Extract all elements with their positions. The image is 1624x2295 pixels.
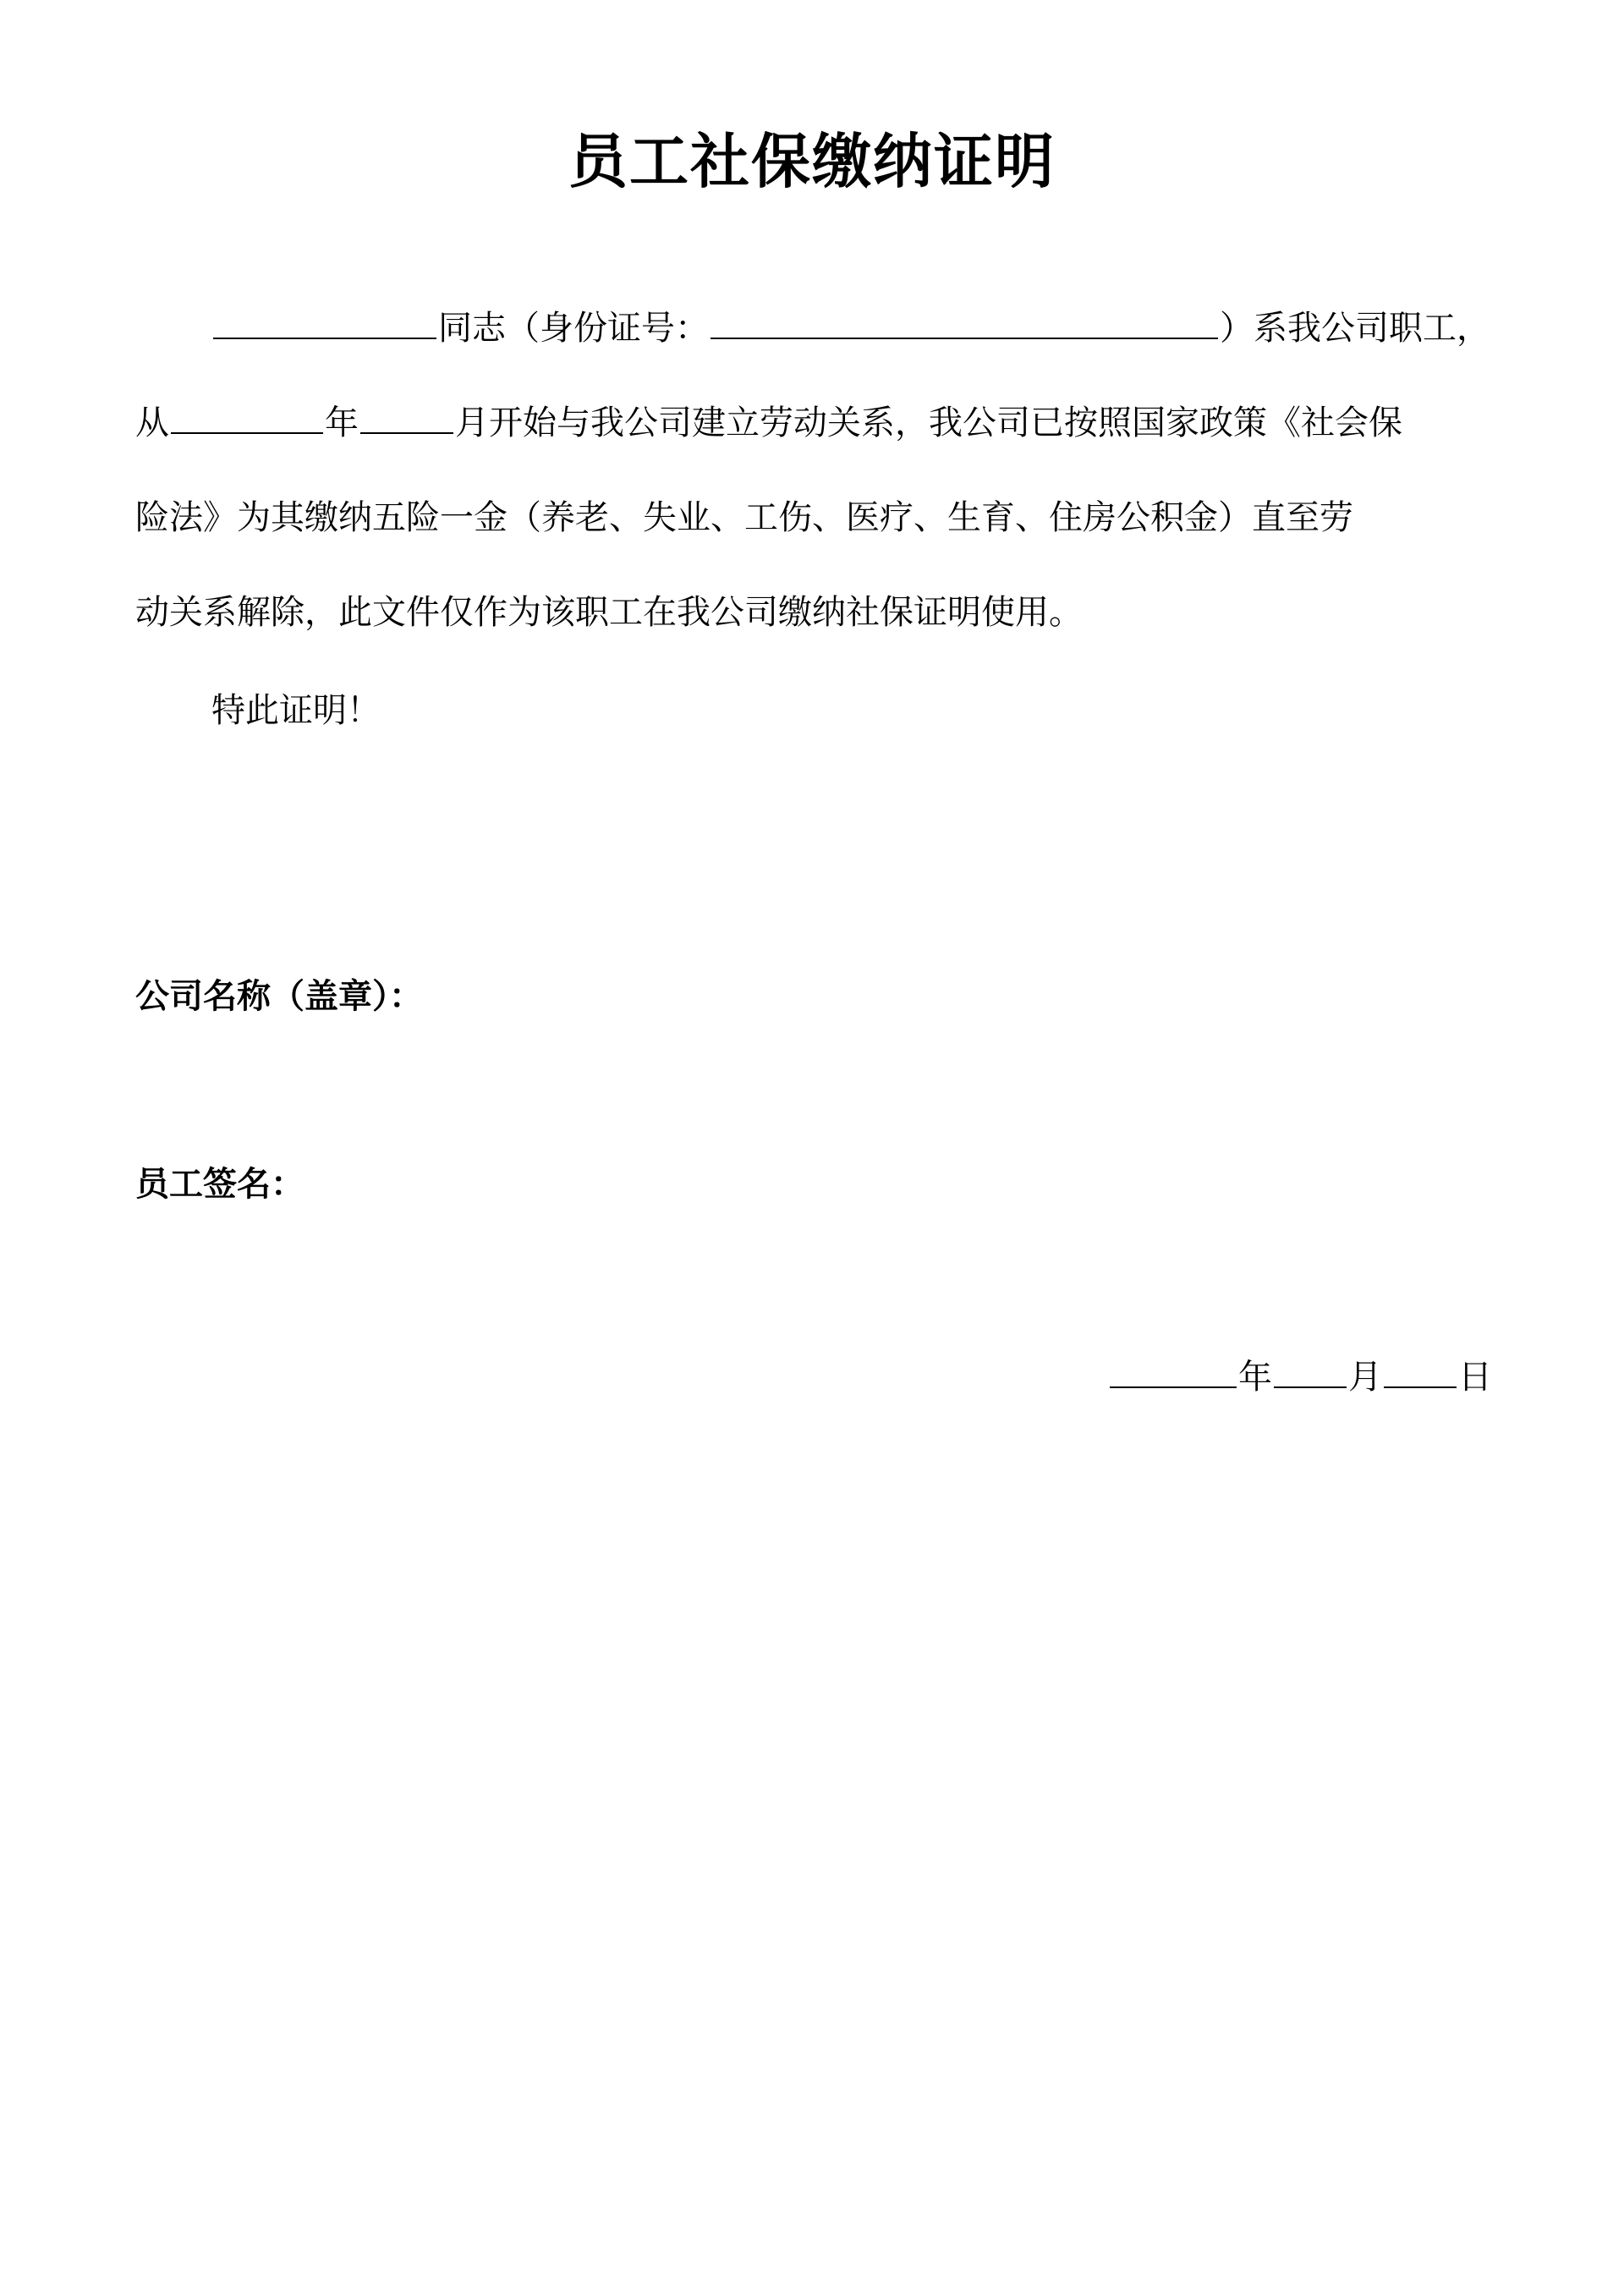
date-day-label: 日 [1458,1358,1492,1397]
date-year-blank [1110,1356,1237,1388]
document-title: 员工社保缴纳证明 [568,127,1056,196]
employee-signature-label: 员工签名： [135,1165,304,1204]
comrade-id-label: 同志（身份证号： [438,309,709,348]
year-text: 年 [325,404,359,442]
date-day-blank [1384,1356,1457,1388]
start-month-blank [360,402,453,434]
date-month-blank [1274,1356,1347,1388]
closing-statement: 特此证明！ [211,691,381,730]
paragraph-line-4: 动关系解除，此文件仅作为该职工在我公司缴纳社保证明使用。 [135,593,1083,632]
id-number-blank [710,307,1218,339]
from-text: 从 [135,404,169,442]
company-name-label: 公司名称（盖章）： [135,977,423,1016]
labor-relation-text: 月开始与我公司建立劳动关系，我公司已按照国家政策《社会保 [455,404,1402,442]
date-line [1108,1353,1492,1401]
paragraph-line-3: 险法》为其缴纳五险一金（养老、失业、工伤、医疗、生育、住房公积金）直至劳 [135,498,1353,537]
start-year-blank [171,402,323,434]
date-month-label: 月 [1348,1358,1382,1397]
name-blank [213,307,436,339]
date-year-label: 年 [1238,1358,1272,1397]
employee-of-company-text: ）系我公司职工， [1220,309,1490,348]
paragraph-line-1 [211,305,1490,352]
paragraph-line-2 [135,399,1402,447]
